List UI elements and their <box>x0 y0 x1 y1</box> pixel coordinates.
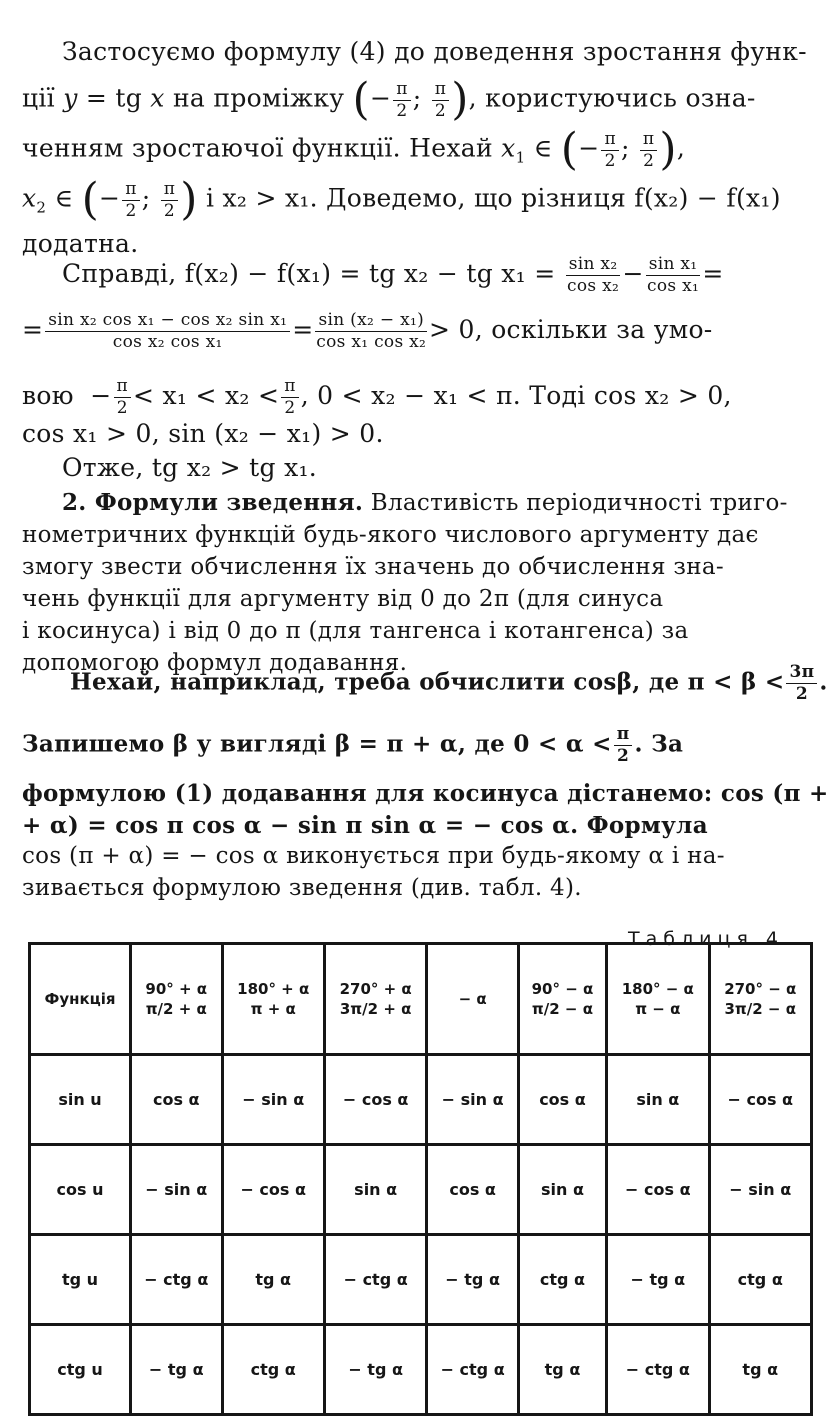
text-span: cos (π + α) = − cos α виконується при будь-якому α і на- <box>22 843 725 869</box>
text-span: і косинуса) і від 0 до π (для тангенса і котангенса) за <box>22 618 689 644</box>
math-sign: − <box>369 83 392 113</box>
fraction <box>114 378 131 417</box>
text-span: змогу звести обчислення їх значень до обчислення зна- <box>22 554 724 580</box>
header-label: π − α <box>635 1000 681 1018</box>
table-cell: − cos α <box>709 1055 811 1145</box>
table-cell: sin α <box>607 1055 709 1145</box>
header-label: 3π/2 − α <box>724 1000 797 1018</box>
text-line <box>22 174 781 225</box>
row-label-cell: tg u <box>30 1235 131 1325</box>
text-span: вою <box>22 381 74 410</box>
text-span: < x₁ < x₂ < <box>133 381 280 410</box>
text-span: чень функції для аргументу від 0 до 2π (для синуса <box>22 586 664 612</box>
text-line <box>62 487 788 519</box>
math-sign: − <box>90 381 112 410</box>
header-cell <box>518 944 606 1055</box>
fraction <box>122 178 139 221</box>
fraction-numerator: 3π <box>786 664 817 684</box>
fraction-denominator: 2 <box>795 684 808 704</box>
fraction-denominator: 2 <box>125 200 137 221</box>
fraction-numerator: π <box>601 131 618 151</box>
fraction-denominator: 2 <box>617 746 630 766</box>
text-line <box>22 726 683 765</box>
table-cell: − cos α <box>324 1055 426 1145</box>
paren-close: ) <box>451 74 469 125</box>
table-cell: − cos α <box>607 1145 709 1235</box>
math-sign: , <box>676 133 686 163</box>
math-sign: − <box>622 259 644 288</box>
text-span: допомогою формул додавання. <box>22 650 408 676</box>
text-line <box>22 810 708 842</box>
table-cell: − sin α <box>709 1145 811 1235</box>
table-row <box>30 1325 812 1415</box>
header-label: − α <box>458 990 487 1008</box>
paren-close: ) <box>180 174 198 225</box>
table-cell: tg α <box>222 1235 324 1325</box>
table-cell: tg α <box>709 1325 811 1415</box>
math-sign: ; <box>141 183 159 213</box>
fraction-denominator: cos x₁ <box>647 276 700 296</box>
header-cell <box>709 944 811 1055</box>
fraction-denominator: 2 <box>284 398 296 418</box>
text-span: . За <box>634 730 684 758</box>
fraction-denominator: 2 <box>604 150 616 171</box>
fraction-numerator: π <box>161 181 178 201</box>
math-var: y <box>63 83 78 113</box>
fraction <box>161 178 178 221</box>
text-span: ∈ <box>525 133 561 163</box>
table-cell: − ctg α <box>607 1325 709 1415</box>
text-span: Отже, tg x₂ > tg x₁. <box>62 453 318 482</box>
table-cell: cos α <box>427 1145 519 1235</box>
fraction <box>640 128 657 171</box>
fraction <box>432 78 449 121</box>
text-line <box>70 664 828 703</box>
table-row <box>30 1235 812 1325</box>
text-span: ченням зростаючої функції. Нехай <box>22 133 502 163</box>
fraction-numerator: π <box>393 81 410 101</box>
table-cell: ctg α <box>222 1325 324 1415</box>
header-label: 270° + α <box>339 980 412 998</box>
fraction-numerator: sin x₁ <box>646 256 701 276</box>
math-sign: ; <box>412 83 430 113</box>
table-cell: − tg α <box>324 1325 426 1415</box>
table-cell: sin α <box>518 1145 606 1235</box>
table-header-row <box>30 944 812 1055</box>
text-span: Властивість періодичності триго- <box>363 490 788 516</box>
fraction-denominator: cos x₂ <box>567 276 620 296</box>
text-span: + α) = cos π cos α − sin π sin α = − cos α. Формула <box>22 812 708 839</box>
text-line <box>22 778 829 810</box>
fraction-denominator: 2 <box>116 398 128 418</box>
fraction-denominator: 2 <box>396 100 408 121</box>
table-row <box>30 1055 812 1145</box>
fraction-denominator: 2 <box>434 100 446 121</box>
table-cell: − tg α <box>427 1235 519 1325</box>
row-label-cell: cos u <box>30 1145 131 1235</box>
fraction-numerator: π <box>640 131 657 151</box>
header-label: 90° + α <box>145 980 208 998</box>
fraction <box>281 378 298 417</box>
table-row <box>30 1145 812 1235</box>
text-span: і x₂ > x₁. Доведемо, що різниця f(x₂) − f(x₁) <box>197 183 781 213</box>
math-sign: − <box>99 183 121 213</box>
text-span: = tg <box>77 83 151 113</box>
table-cell: − sin α <box>131 1145 223 1235</box>
text-span: ∈ <box>46 183 82 213</box>
row-label-cell: ctg u <box>30 1325 131 1415</box>
header-label: 90° − α <box>531 980 594 998</box>
table-cell: − ctg α <box>324 1235 426 1325</box>
reduction-formulas-table <box>28 942 813 1416</box>
text-span: , 0 < x₂ − x₁ < π. Тоді cos x₂ > 0, <box>300 381 732 410</box>
text-line <box>22 840 725 872</box>
text-line <box>22 551 724 583</box>
fraction-numerator: π <box>114 378 131 398</box>
table-cell: − tg α <box>131 1325 223 1415</box>
text-line <box>22 583 663 615</box>
table-cell: − sin α <box>222 1055 324 1145</box>
subscript: 2 <box>36 198 47 217</box>
math-sign: = <box>702 259 724 288</box>
text-span: нометричних функцій будь-якого числового аргументу дає <box>22 522 759 548</box>
text-span: зивається формулою зведення (див. табл. 4). <box>22 875 582 901</box>
fraction <box>614 726 633 765</box>
text-line <box>62 256 724 295</box>
header-cell <box>607 944 709 1055</box>
text-span: на проміжку <box>164 83 353 113</box>
math-var: x <box>501 133 516 163</box>
header-label: 270° − α <box>724 980 797 998</box>
text-line <box>22 378 732 417</box>
table-cell: cos α <box>131 1055 223 1145</box>
paren-open: ( <box>352 74 370 125</box>
math-sign: ; <box>620 133 638 163</box>
paren-open: ( <box>81 174 100 225</box>
text-span: ції <box>22 83 64 113</box>
table-cell: sin α <box>324 1145 426 1235</box>
table-cell: cos α <box>518 1055 606 1145</box>
math-var: x <box>150 83 165 113</box>
text-span: Запишемо β у вигляді β = π + α, де 0 < α < <box>22 730 612 758</box>
text-line <box>62 36 807 68</box>
text-line <box>22 519 759 551</box>
text-line <box>22 418 384 450</box>
row-label-cell: sin u <box>30 1055 131 1145</box>
fraction-numerator: sin (x₂ − x₁) <box>315 312 427 332</box>
fraction <box>646 256 701 295</box>
text-line <box>22 872 582 904</box>
fraction-numerator: π <box>614 726 633 746</box>
table-cell: ctg α <box>709 1235 811 1325</box>
fraction-denominator: 2 <box>643 150 655 171</box>
header-label: π/2 + α <box>145 1000 207 1018</box>
fraction-numerator: sin x₂ <box>566 256 621 276</box>
header-cell <box>427 944 519 1055</box>
math-sign: = <box>292 315 314 344</box>
table-cell: − ctg α <box>131 1235 223 1325</box>
text-span: Справді, f(x₂) − f(x₁) = tg x₂ − tg x₁ = <box>62 259 564 288</box>
table-cell: tg α <box>518 1325 606 1415</box>
text-line <box>22 312 713 351</box>
math-sign: − <box>578 133 600 163</box>
fraction-denominator: cos x₂ cos x₁ <box>112 332 223 352</box>
paren-close: ) <box>659 124 677 175</box>
fraction <box>315 312 427 351</box>
table-cell: ctg α <box>518 1235 606 1325</box>
header-cell <box>222 944 324 1055</box>
text-span: Застосуємо формулу (4) до доведення зростання функ- <box>62 37 807 66</box>
table-cell: − cos α <box>222 1145 324 1235</box>
text-line <box>22 74 756 125</box>
fraction-numerator: π <box>281 378 298 398</box>
header-label: π/2 − α <box>531 1000 594 1018</box>
text-span: , користуючись озна- <box>468 83 756 113</box>
fraction <box>601 128 618 171</box>
text-line <box>22 124 686 175</box>
section-heading: 2. Формули зведення. <box>62 489 364 516</box>
header-label: Функція <box>44 990 116 1008</box>
header-label: π + α <box>250 1000 296 1018</box>
math-sign: = <box>22 315 44 344</box>
text-line <box>22 615 689 647</box>
table-caption: Таблиця 4 <box>628 928 784 950</box>
header-cell <box>131 944 223 1055</box>
text-span: cos x₁ > 0, sin (x₂ − x₁) > 0. <box>22 419 384 448</box>
fraction <box>393 78 410 121</box>
fraction-denominator: 2 <box>163 200 176 221</box>
math-var: x <box>22 183 37 213</box>
text-span: формулою (1) додавання для косинуса дістанемо: cos (π + <box>22 780 829 807</box>
text-span: > 0, оскільки за умо- <box>429 315 713 344</box>
text-line <box>62 452 317 484</box>
fraction-numerator: sin x₂ cos x₁ − cos x₂ sin x₁ <box>45 312 290 332</box>
fraction-denominator: cos x₁ cos x₂ <box>316 332 427 352</box>
subscript: 1 <box>515 148 526 167</box>
header-cell <box>324 944 426 1055</box>
header-label: 180° + α <box>237 980 310 998</box>
text-span: додатна. <box>22 229 139 258</box>
table-cell: − ctg α <box>427 1325 519 1415</box>
fraction <box>786 664 817 703</box>
fraction-numerator: π <box>432 81 449 101</box>
header-cell <box>30 944 131 1055</box>
fraction-numerator: π <box>122 181 139 201</box>
math-sign: . <box>819 668 828 696</box>
paren-open: ( <box>560 124 579 175</box>
table-cell: − sin α <box>427 1055 519 1145</box>
table-cell: − tg α <box>607 1235 709 1325</box>
fraction <box>45 312 290 351</box>
fraction <box>566 256 621 295</box>
header-label: 3π/2 + α <box>339 1000 412 1018</box>
text-span: Нехай, наприклад, треба обчислити cosβ, де π < β < <box>70 668 785 696</box>
header-label: 180° − α <box>621 980 694 998</box>
